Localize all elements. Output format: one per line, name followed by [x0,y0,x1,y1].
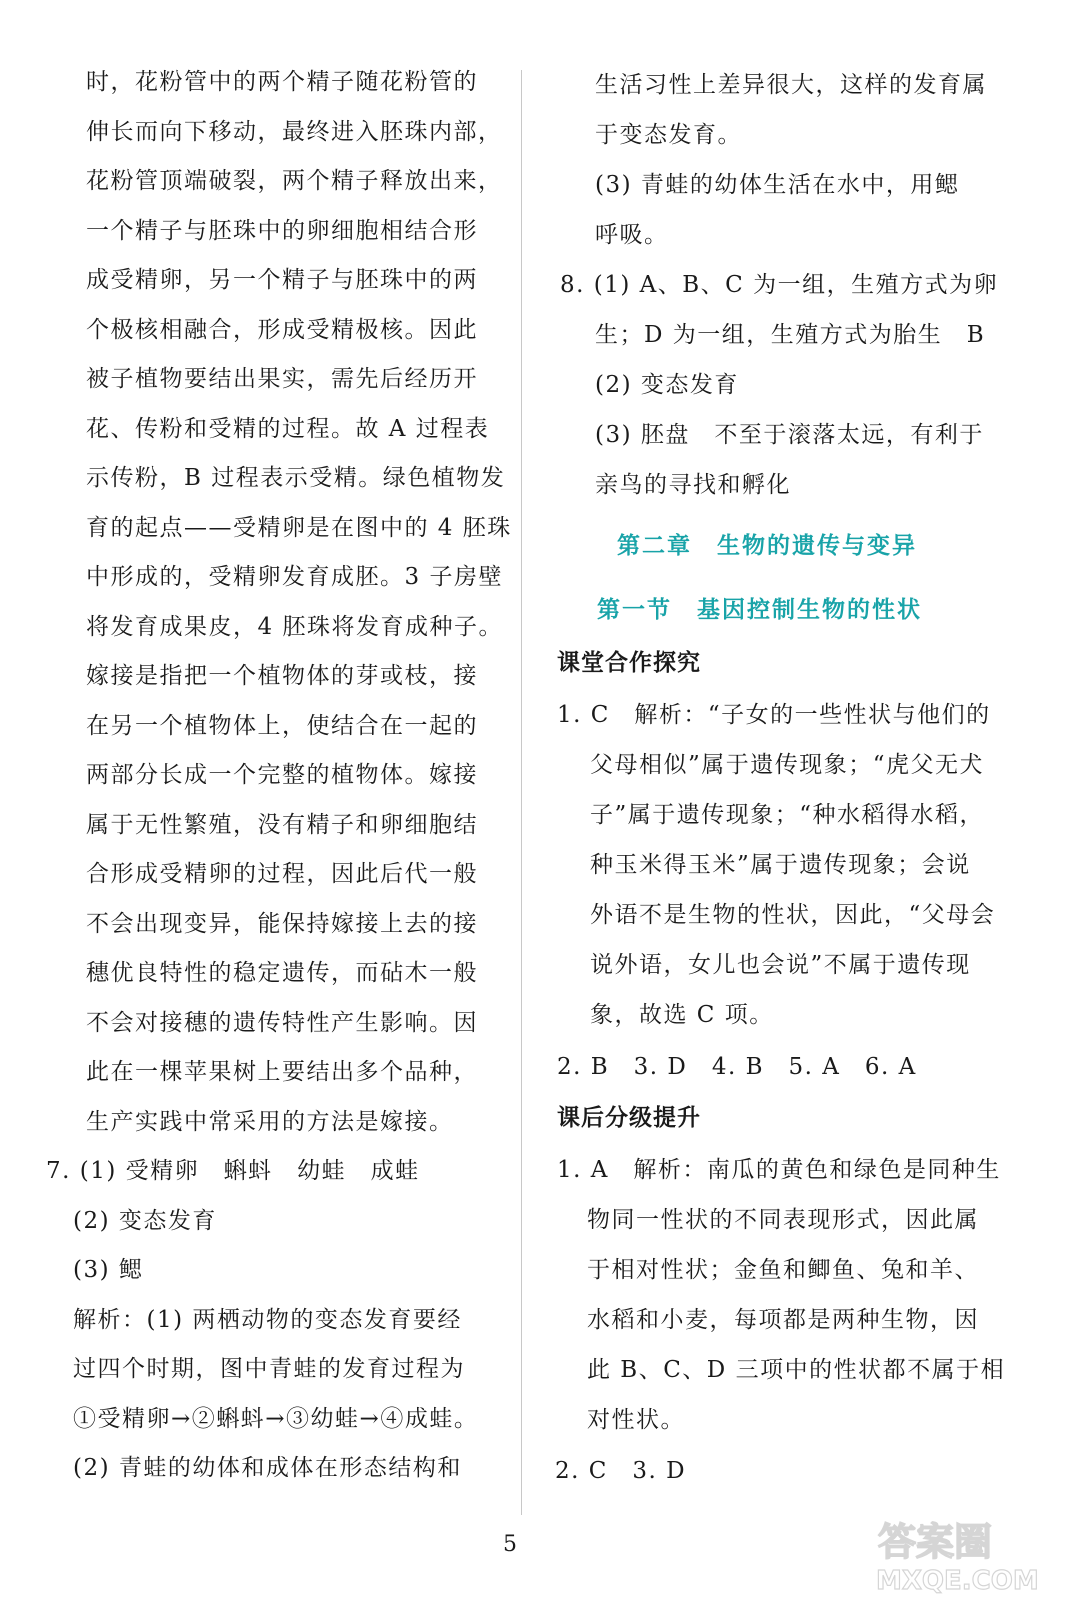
text-line: 生产实践中常采用的方法是嫁接。 [86,1109,454,1135]
text-line: 说外语，女儿也会说”不属于遗传现 [590,952,971,978]
text-line: 两部分长成一个完整的植物体。嫁接 [86,762,478,788]
watermark-brand: 答案圈 [878,1520,993,1564]
text-line: ①受精卵→②蝌蚪→③幼蛙→④成蛙。 [73,1406,479,1432]
question-7-line: 7. (1) 受精卵 蝌蚪 幼蛙 成蛙 [46,1158,420,1184]
text-line: 将发育成果皮，4 胚珠将发育成种子。 [86,614,503,640]
text-line: 物同一性状的不同表现形式，因此属 [587,1207,979,1233]
text-line: 水稻和小麦，每项都是两种生物，因 [587,1307,979,1333]
text-line: 育的起点——受精卵是在图中的 4 胚珠 [86,515,512,541]
text-line: (3) 鳃 [73,1257,144,1283]
text-line: 花粉管顶端破裂，两个精子释放出来， [86,168,503,194]
subsection-heading: 课堂合作探究 [557,650,701,676]
page-number: 5 [503,1532,517,1557]
column-divider [521,70,522,1515]
text-line: (3) 胚盘 不至于滚落太远，有利于 [595,422,984,448]
text-line: 2. C 3. D [555,1458,687,1484]
text-line: 父母相似”属于遗传现象；“虎父无犬 [590,752,985,778]
text-line: 此 B、C、D 三项中的性状都不属于相 [587,1357,1006,1383]
text-line: 不会出现变异，能保持嫁接上去的接 [86,911,478,937]
text-line: 花、传粉和受精的过程。故 A 过程表 [86,416,490,442]
text-line: 亲鸟的寻找和孵化 [595,472,791,498]
text-line: 子”属于遗传现象；“种水稻得水稻， [590,802,985,828]
watermark-url: MXQE.COM [876,1566,1039,1595]
watermark-logo-icon [870,1505,1060,1595]
text-line: (2) 青蛙的幼体和成体在形态结构和 [73,1455,462,1481]
text-line: 生；D 为一组，生殖方式为胎生 B [595,322,986,348]
text-line: 嫁接是指把一个植物体的芽或枝，接 [86,663,478,689]
text-line: 外语不是生物的性状，因此，“父母会 [590,902,996,928]
subsection-heading: 课后分级提升 [557,1105,701,1131]
text-line: 个极核相融合，形成受精极核。因此 [86,317,478,343]
text-line: 在另一个植物体上，使结合在一起的 [86,713,478,739]
text-line: 穗优良特性的稳定遗传，而砧木一般 [86,960,478,986]
text-line: 象，故选 C 项。 [590,1002,774,1028]
text-line: 种玉米得玉米”属于遗传现象；会说 [590,852,971,878]
text-line: 呼吸。 [595,222,669,248]
chapter-heading: 第二章 生物的遗传与变异 [617,533,917,559]
text-line: (3) 青蛙的幼体生活在水中，用鳃 [595,172,960,198]
text-line: 不会对接穗的遗传特性产生影响。因 [86,1010,478,1036]
section-heading: 第一节 基因控制生物的性状 [597,597,922,623]
text-line: 2. B 3. D 4. B 5. A 6. A [557,1054,917,1080]
text-line: 1. A 解析：南瓜的黄色和绿色是同种生 [557,1157,1001,1183]
question-8-line: 8. (1) A、B、C 为一组，生殖方式为卵 [560,272,999,298]
text-line: 于相对性状；金鱼和鲫鱼、兔和羊、 [587,1257,979,1283]
text-line: 被子植物要结出果实，需先后经历开 [86,366,478,392]
text-line: 伸长而向下移动，最终进入胚珠内部， [86,119,503,145]
text-line: 对性状。 [587,1407,685,1433]
text-line: 生活习性上差异很大，这样的发育属 [595,72,987,98]
text-line: 解析：(1) 两栖动物的变态发育要经 [73,1307,462,1333]
text-line: 一个精子与胚珠中的卵细胞相结合形 [86,218,478,244]
text-line: 1. C 解析：“子女的一些性状与他们的 [557,702,991,728]
text-line: 过四个时期，图中青蛙的发育过程为 [73,1356,465,1382]
text-line: 中形成的，受精卵发育成胚。3 子房壁 [86,564,503,590]
text-line: 此在一棵苹果树上要结出多个品种， [86,1059,478,1085]
text-line: (2) 变态发育 [73,1208,217,1234]
text-line: 时，花粉管中的两个精子随花粉管的 [86,69,478,95]
text-line: 示传粉，B 过程表示受精。绿色植物发 [86,465,506,491]
text-line: 属于无性繁殖，没有精子和卵细胞结 [86,812,478,838]
text-line: 成受精卵，另一个精子与胚珠中的两 [86,267,478,293]
text-line: 合形成受精卵的过程，因此后代一般 [86,861,478,887]
text-line: (2) 变态发育 [595,372,739,398]
text-line: 于变态发育。 [595,122,742,148]
